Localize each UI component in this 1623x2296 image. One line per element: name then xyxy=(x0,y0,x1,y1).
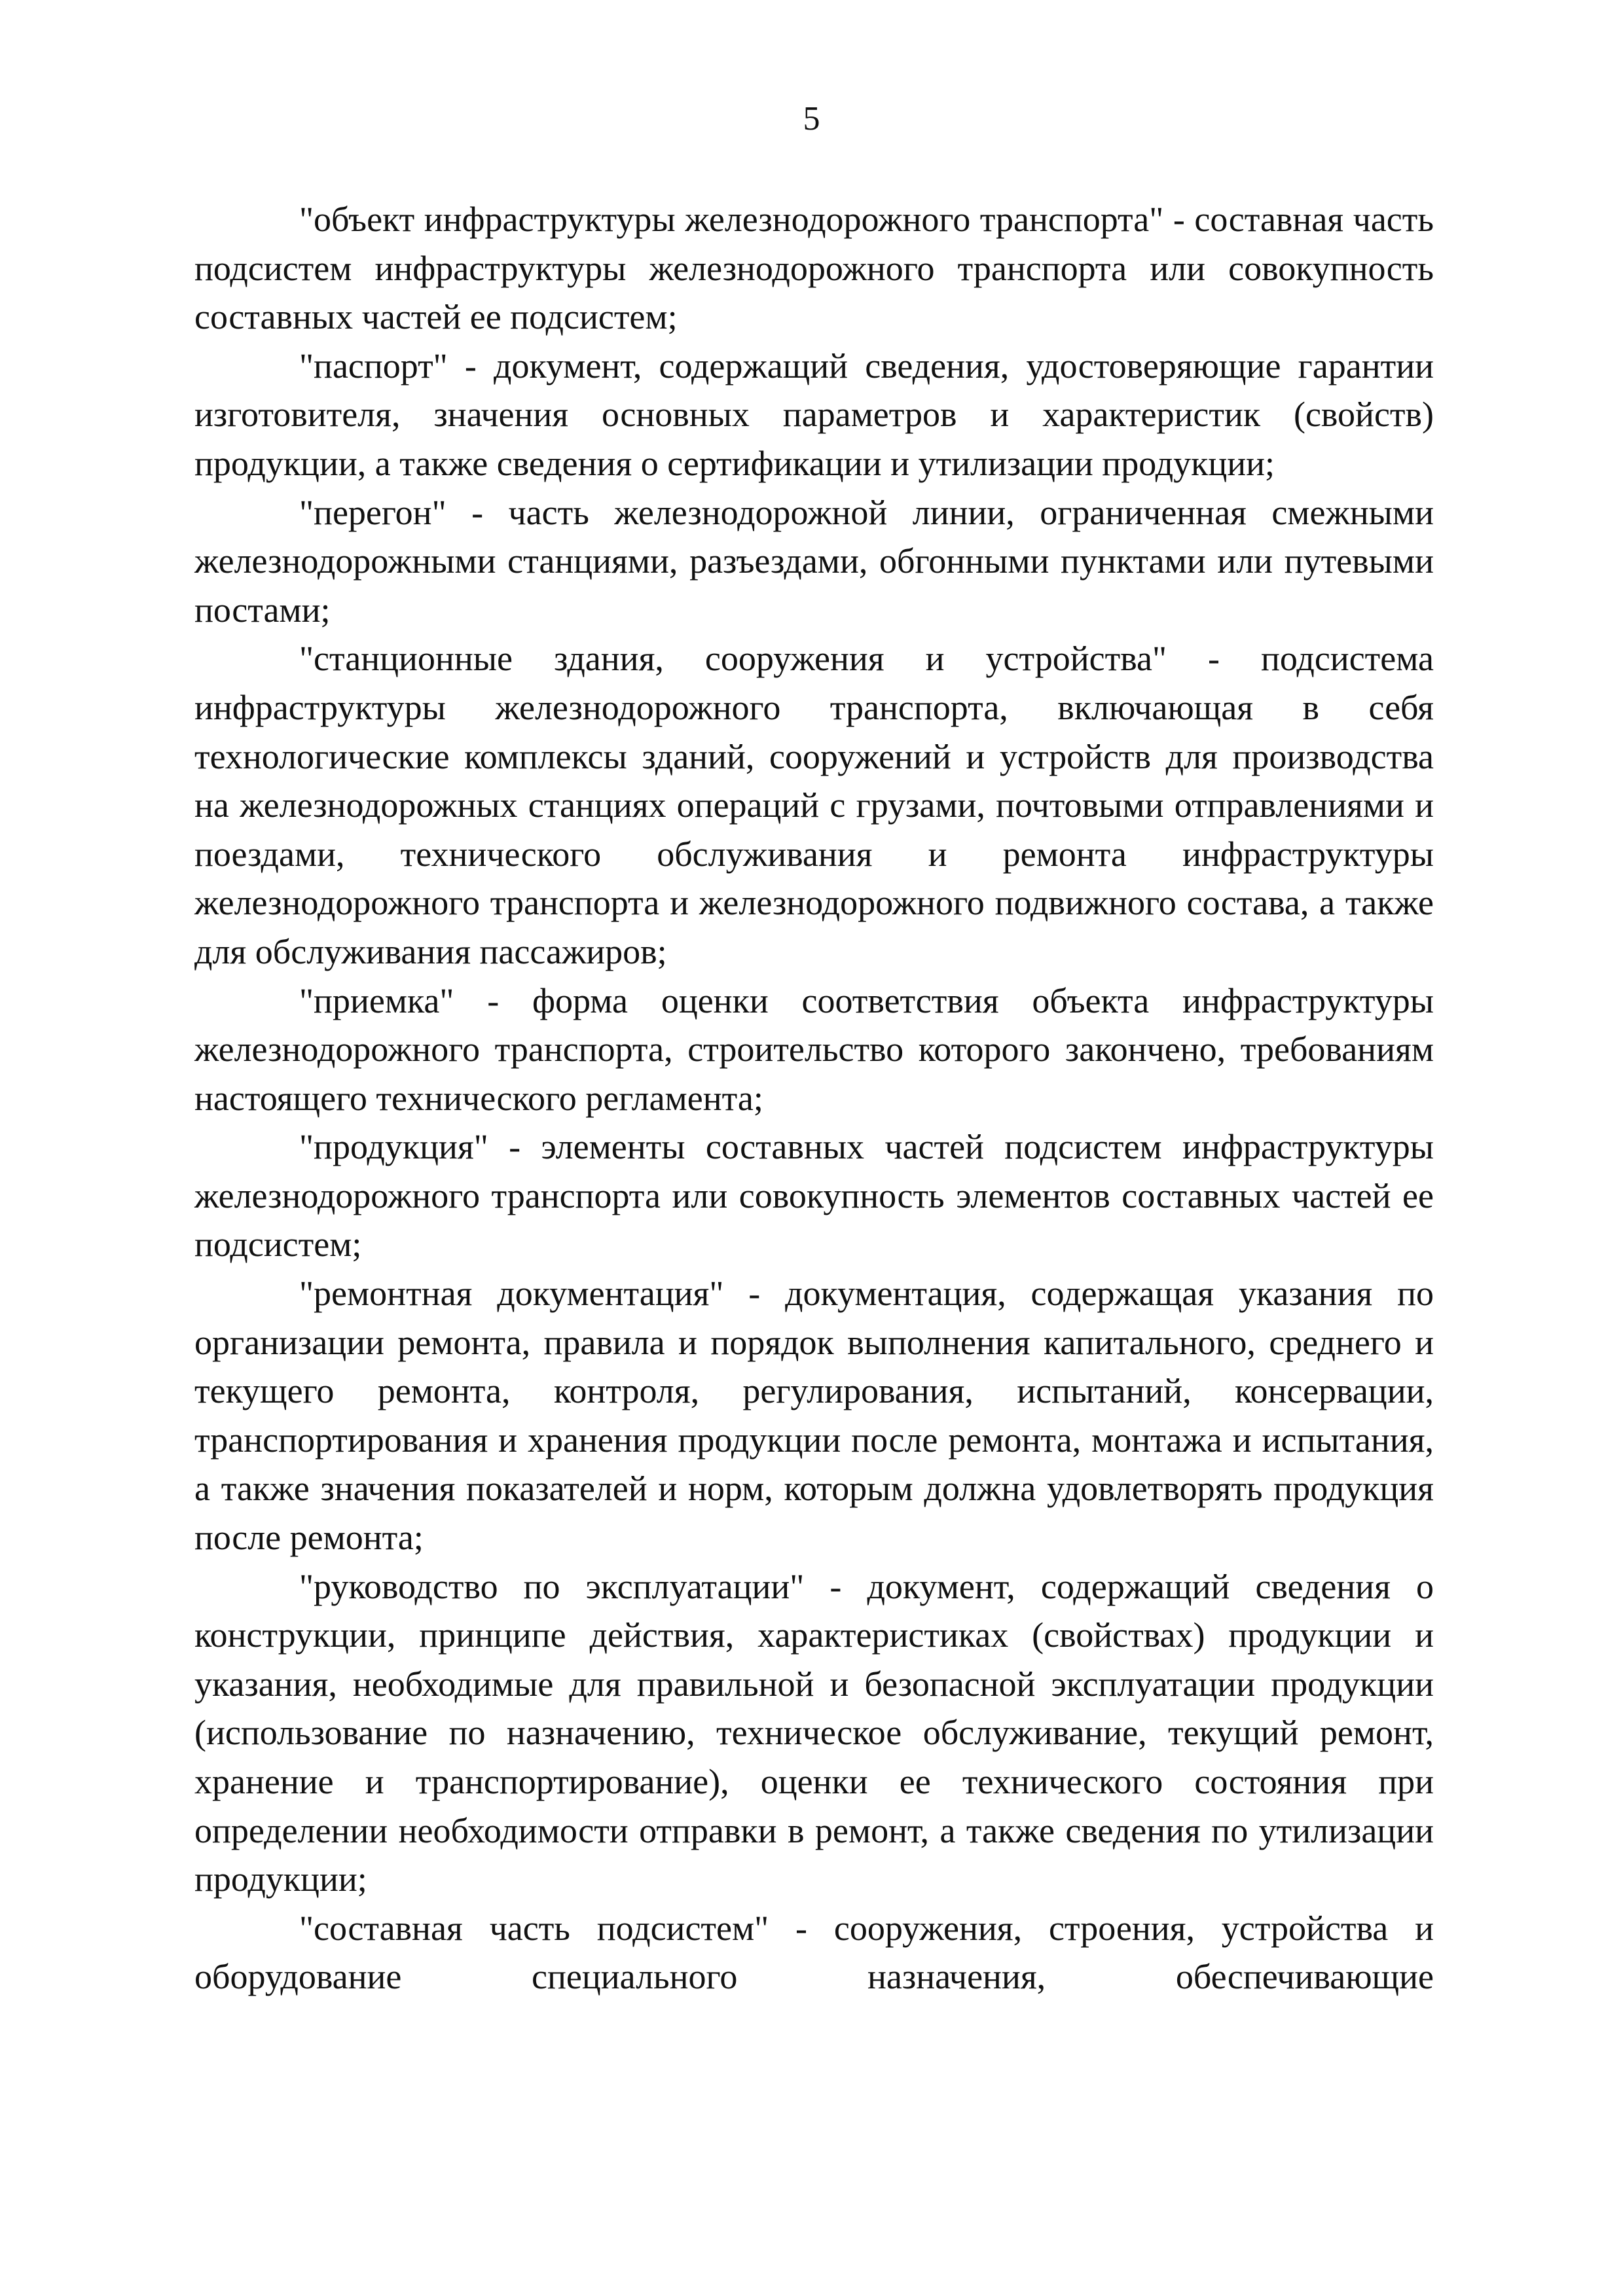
paragraph-passport: "паспорт" - документ, содержащий сведения, удостоверяющие гарантии изготовителя, значения основных параметров и характеристик (свойств) продукции, а также сведения о сертификации и утилизации продукции; xyxy=(194,346,1434,483)
paragraph-operation-manual: "руководство по эксплуатации" - документ, содержащий сведения о конструкции, принципе действия, характеристиках (свойствах) продукции и указания, необходимые для правильной и безопасной эксплуатации продукции (использование по назначению, техническое обслуживание, текущий ремонт, хранение и транспортирование), оценки ее технического состояния при определении необходимости отправки в ремонт, а также сведения по утилизации продукции; xyxy=(194,1566,1434,1899)
paragraph-subsystem-component: "составная часть подсистем" - сооружения, строения, устройства и оборудование специального назначения, обеспечивающие xyxy=(194,1908,1434,1997)
paragraph-repair-documentation: "ремонтная документация" - документация, содержащая указания по организации ремонта, правила и порядок выполнения капитального, среднего и текущего ремонта, контроля, регулирования, испытаний, консервации, транспортирования и хранения продукции после ремонта, монтажа и испытания, а также значения показателей и норм, которым должна удовлетворять продукция после ремонта; xyxy=(194,1274,1434,1558)
paragraph-infrastructure-object: "объект инфраструктуры железнодорожного транспорта" - составная часть подсистем инфраструктуры железнодорожного транспорта или совокупность составных частей ее подсистем; xyxy=(194,200,1434,337)
paragraph-peregon: "перегон" - часть железнодорожной линии, ограниченная смежными железнодорожными станциями, разъездами, обгонными пунктами или путевыми постами; xyxy=(194,492,1434,630)
paragraph-station-buildings: "станционные здания, сооружения и устройства" - подсистема инфраструктуры железнодорожного транспорта, включающая в себя технологические комплексы зданий, сооружений и устройств для производства на железнодорожных станциях операций с грузами, почтовыми отправлениями и поездами, технического обслуживания и ремонта инфраструктуры железнодорожного транспорта и железнодорожного подвижного состава, а также для обслуживания пассажиров; xyxy=(194,639,1434,971)
page-number: 5 xyxy=(803,100,820,137)
paragraph-products: "продукция" - элементы составных частей подсистем инфраструктуры железнодорожного транспорта или совокупность элементов составных частей ее подсистем; xyxy=(194,1127,1434,1265)
paragraph-acceptance: "приемка" - форма оценки соответствия объекта инфраструктуры железнодорожного транспорта, строительство которого закончено, требованиям настоящего технического регламента; xyxy=(194,980,1434,1118)
document-body xyxy=(194,195,1434,2001)
